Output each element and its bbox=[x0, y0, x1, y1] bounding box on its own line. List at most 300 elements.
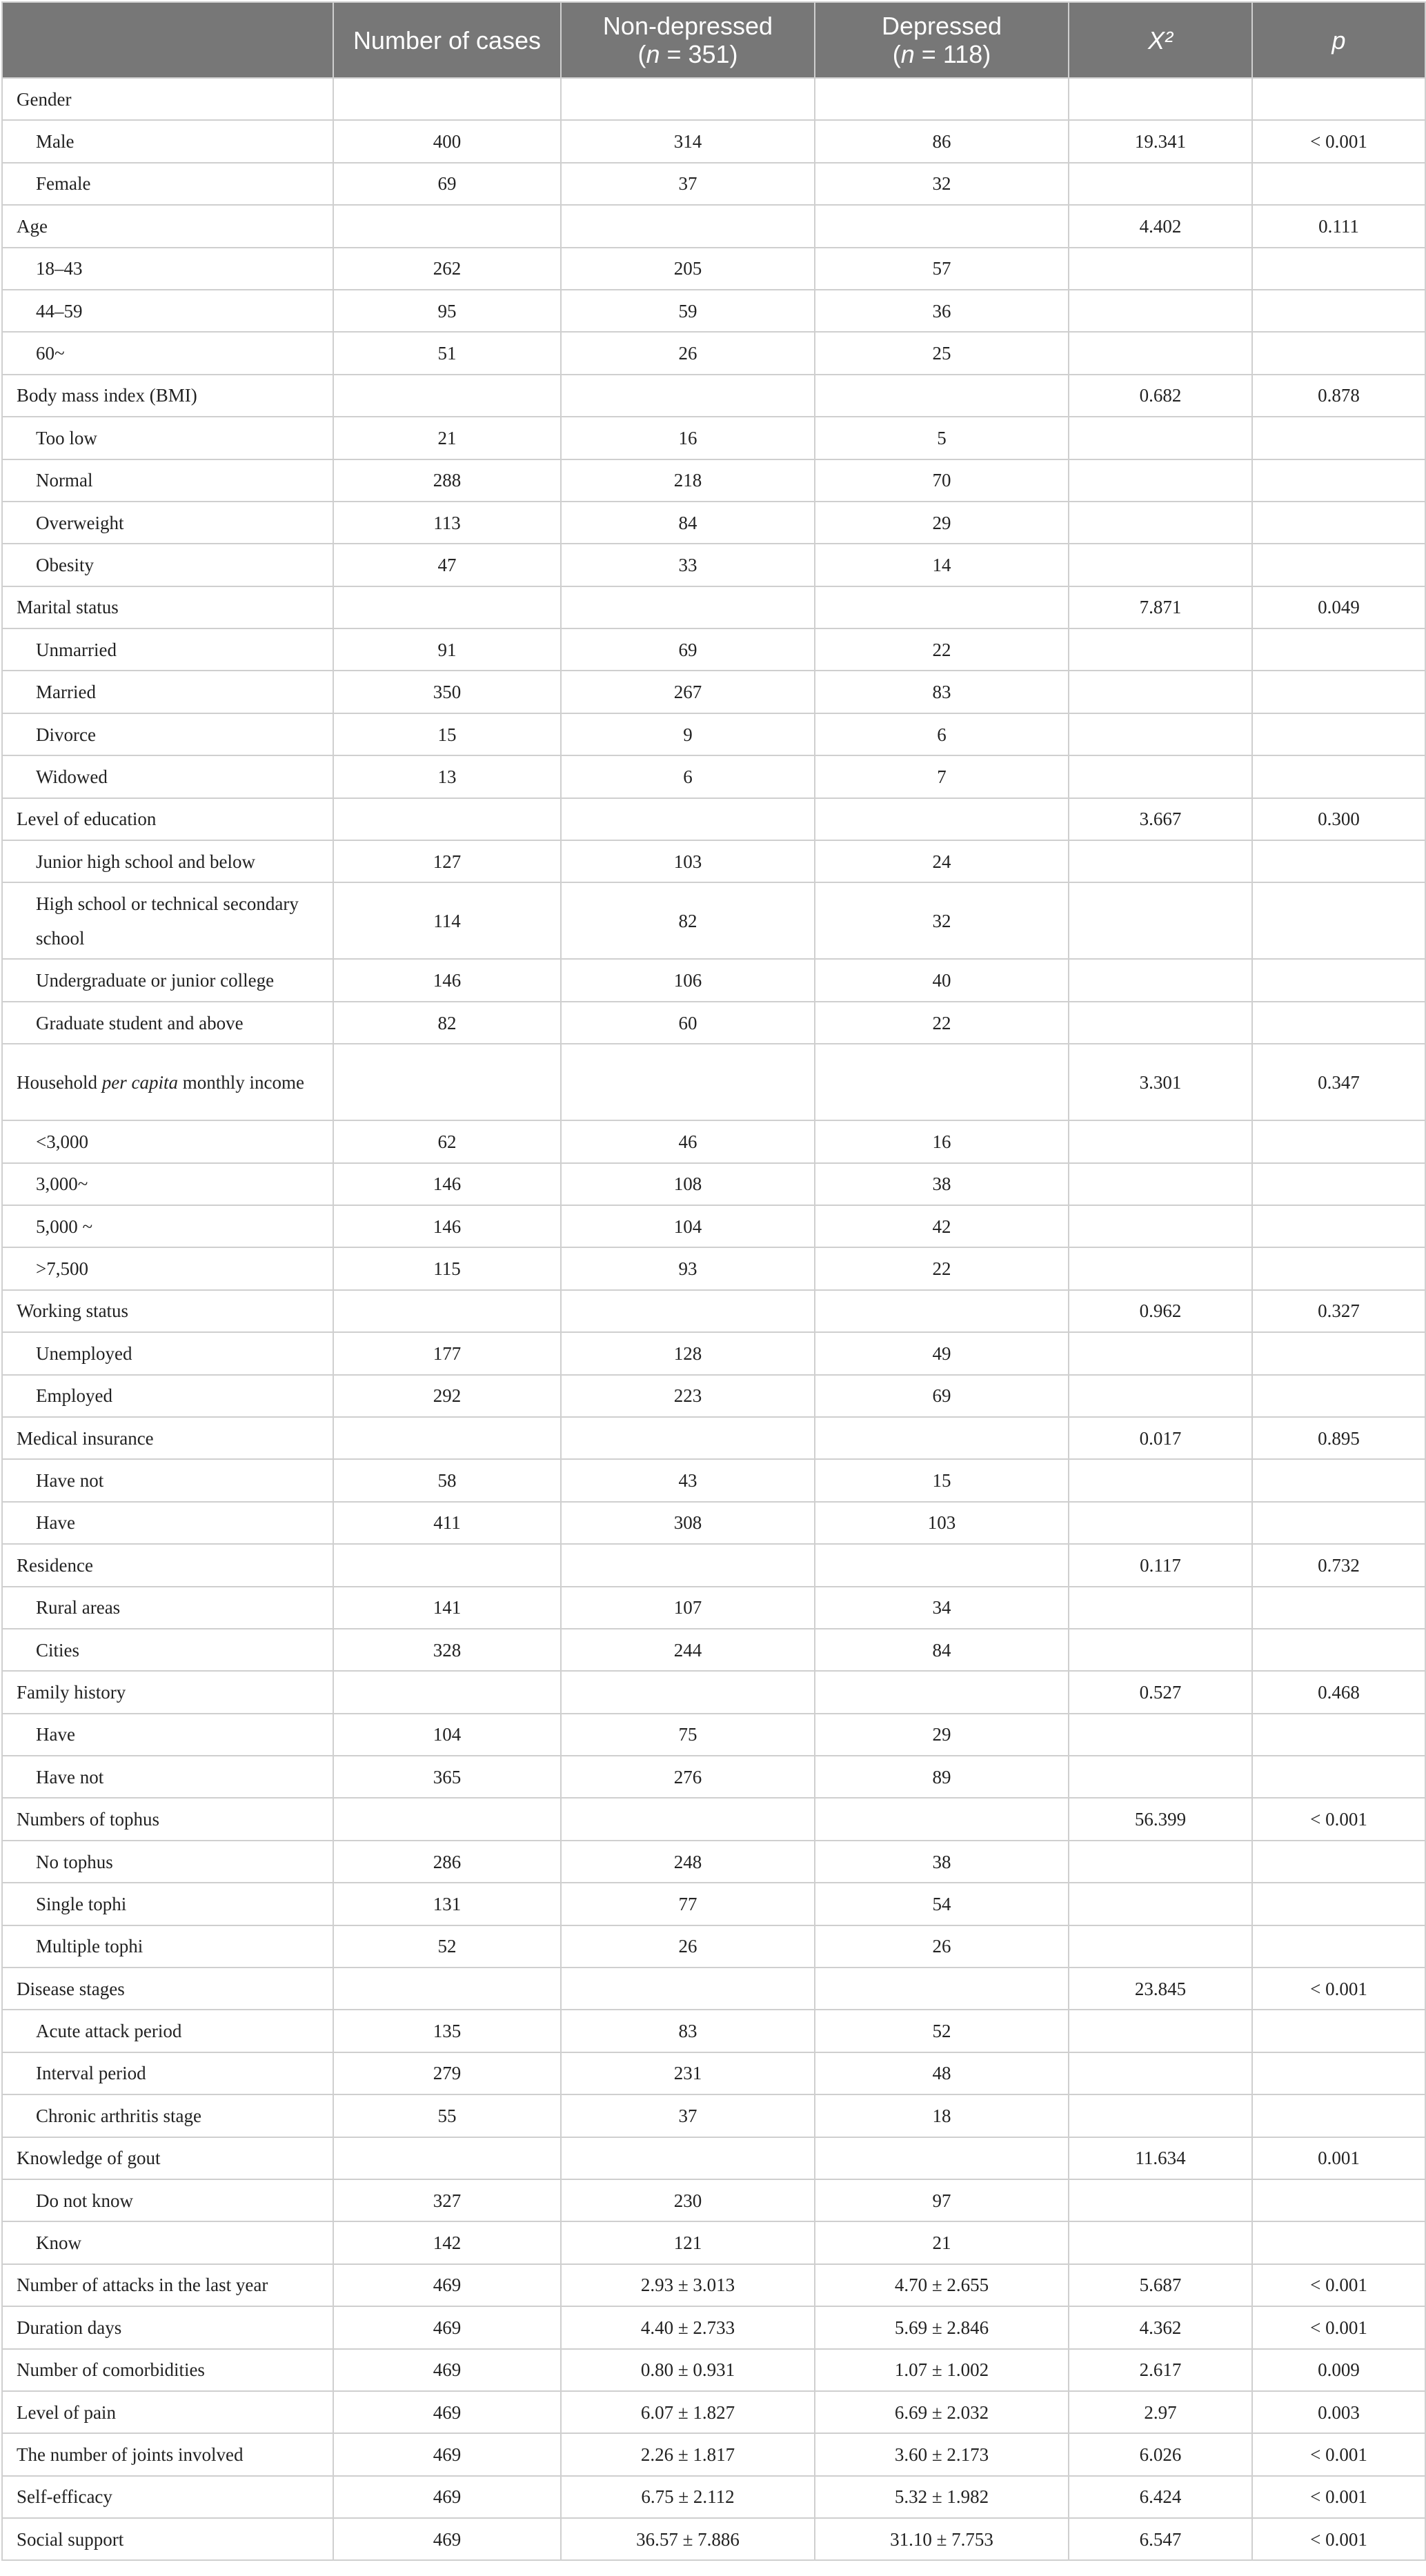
table-row-subcategory bbox=[2, 1756, 1425, 1798]
cell-chi-square bbox=[1069, 290, 1252, 332]
cell-depressed bbox=[815, 78, 1069, 120]
cell-p-value bbox=[1252, 1629, 1425, 1671]
cell-variable-label: Have bbox=[2, 1502, 333, 1544]
cell-chi-square bbox=[1069, 959, 1252, 1001]
table-row-subcategory bbox=[2, 1332, 1425, 1374]
cell-p-value bbox=[1252, 882, 1425, 959]
cell-non-depressed: 108 bbox=[561, 1163, 815, 1205]
cell-variable-label: Have not bbox=[2, 1756, 333, 1798]
table-row-category bbox=[2, 1290, 1425, 1332]
cell-p-value bbox=[1252, 2221, 1425, 2263]
cell-number-of-cases: 469 bbox=[333, 2433, 561, 2475]
cell-depressed: 70 bbox=[815, 459, 1069, 502]
table-row-subcategory bbox=[2, 1502, 1425, 1544]
cell-p-value bbox=[1252, 1459, 1425, 1501]
cell-depressed: 49 bbox=[815, 1332, 1069, 1374]
cell-depressed: 38 bbox=[815, 1841, 1069, 1883]
cell-number-of-cases: 262 bbox=[333, 248, 561, 290]
cell-p-value: < 0.001 bbox=[1252, 2433, 1425, 2475]
cell-number-of-cases: 411 bbox=[333, 1502, 561, 1544]
cell-number-of-cases: 286 bbox=[333, 1841, 561, 1883]
cell-variable-label: Unmarried bbox=[2, 628, 333, 671]
cell-chi-square bbox=[1069, 1925, 1252, 1968]
cell-variable-label: Know bbox=[2, 2221, 333, 2263]
cell-non-depressed: 26 bbox=[561, 332, 815, 374]
cell-non-depressed: 43 bbox=[561, 1459, 815, 1501]
cell-chi-square bbox=[1069, 332, 1252, 374]
cell-non-depressed: 93 bbox=[561, 1247, 815, 1289]
cell-p-value: 0.300 bbox=[1252, 798, 1425, 840]
cell-non-depressed: 77 bbox=[561, 1883, 815, 1925]
cell-variable-label: Have not bbox=[2, 1459, 333, 1501]
cell-number-of-cases bbox=[333, 1044, 561, 1120]
cell-chi-square bbox=[1069, 2094, 1252, 2137]
cell-non-depressed: 83 bbox=[561, 2010, 815, 2052]
cell-p-value: < 0.001 bbox=[1252, 120, 1425, 162]
table-row-subcategory bbox=[2, 959, 1425, 1001]
cell-depressed: 18 bbox=[815, 2094, 1069, 2137]
header-n-italic: n bbox=[646, 40, 660, 68]
cell-p-value bbox=[1252, 959, 1425, 1001]
table-row-subcategory bbox=[2, 882, 1425, 959]
label-part: monthly income bbox=[177, 1071, 304, 1093]
cell-chi-square bbox=[1069, 248, 1252, 290]
cell-chi-square: 7.871 bbox=[1069, 586, 1252, 628]
cell-number-of-cases: 58 bbox=[333, 1459, 561, 1501]
header-non-depressed-n: (n = 351) bbox=[637, 40, 738, 68]
table-row-category bbox=[2, 1417, 1425, 1459]
table-row-category bbox=[2, 586, 1425, 628]
cell-number-of-cases: 469 bbox=[333, 2306, 561, 2348]
header-chi-square-label: X² bbox=[1148, 26, 1173, 55]
cell-number-of-cases: 146 bbox=[333, 959, 561, 1001]
cell-non-depressed: 6.75 ± 2.112 bbox=[561, 2476, 815, 2518]
cell-p-value bbox=[1252, 1841, 1425, 1883]
cell-variable-label: Female bbox=[2, 163, 333, 205]
cell-chi-square bbox=[1069, 628, 1252, 671]
cell-variable-label: Normal bbox=[2, 459, 333, 502]
cell-chi-square: 3.301 bbox=[1069, 1044, 1252, 1120]
cell-p-value bbox=[1252, 1205, 1425, 1247]
table-row-subcategory bbox=[2, 671, 1425, 713]
cell-non-depressed: 248 bbox=[561, 1841, 815, 1883]
cell-chi-square bbox=[1069, 417, 1252, 459]
cell-number-of-cases bbox=[333, 2137, 561, 2179]
cell-depressed: 14 bbox=[815, 544, 1069, 586]
cell-chi-square bbox=[1069, 1163, 1252, 1205]
cell-variable-label: Marital status bbox=[2, 586, 333, 628]
table-row-subcategory bbox=[2, 1459, 1425, 1501]
cell-number-of-cases bbox=[333, 205, 561, 247]
cell-p-value bbox=[1252, 1332, 1425, 1374]
cell-p-value bbox=[1252, 1375, 1425, 1417]
cell-chi-square: 4.362 bbox=[1069, 2306, 1252, 2348]
cell-number-of-cases: 91 bbox=[333, 628, 561, 671]
cell-non-depressed bbox=[561, 1798, 815, 1840]
cell-number-of-cases bbox=[333, 1798, 561, 1840]
cell-non-depressed: 103 bbox=[561, 840, 815, 882]
table-row-category bbox=[2, 78, 1425, 120]
cell-depressed bbox=[815, 1968, 1069, 2010]
cell-depressed: 103 bbox=[815, 1502, 1069, 1544]
cell-variable-label: Level of pain bbox=[2, 2391, 333, 2433]
cell-chi-square bbox=[1069, 1756, 1252, 1798]
cell-variable-label: Divorce bbox=[2, 713, 333, 755]
cell-variable-label: Acute attack period bbox=[2, 2010, 333, 2052]
cell-non-depressed: 106 bbox=[561, 959, 815, 1001]
cell-number-of-cases bbox=[333, 1968, 561, 2010]
cell-non-depressed: 308 bbox=[561, 1502, 815, 1544]
cell-depressed: 26 bbox=[815, 1925, 1069, 1968]
table-row-category bbox=[2, 2137, 1425, 2179]
cell-p-value: < 0.001 bbox=[1252, 2476, 1425, 2518]
cell-number-of-cases: 127 bbox=[333, 840, 561, 882]
cell-number-of-cases: 288 bbox=[333, 459, 561, 502]
cell-depressed: 1.07 ± 1.002 bbox=[815, 2349, 1069, 2391]
table-row-category bbox=[2, 798, 1425, 840]
table-row-subcategory bbox=[2, 1205, 1425, 1247]
cell-variable-label: Knowledge of gout bbox=[2, 2137, 333, 2179]
table-row-category bbox=[2, 1044, 1425, 1120]
cell-variable-label: Level of education bbox=[2, 798, 333, 840]
cell-non-depressed bbox=[561, 1968, 815, 2010]
cell-number-of-cases: 47 bbox=[333, 544, 561, 586]
cell-depressed bbox=[815, 1417, 1069, 1459]
table-row-subcategory bbox=[2, 628, 1425, 671]
cell-variable-label: Junior high school and below bbox=[2, 840, 333, 882]
cell-depressed: 25 bbox=[815, 332, 1069, 374]
cell-number-of-cases: 95 bbox=[333, 290, 561, 332]
cell-depressed: 16 bbox=[815, 1120, 1069, 1162]
cell-non-depressed bbox=[561, 2137, 815, 2179]
table-row-category bbox=[2, 1798, 1425, 1840]
cell-non-depressed bbox=[561, 1290, 815, 1332]
cell-p-value bbox=[1252, 1587, 1425, 1629]
cell-variable-label: >7,500 bbox=[2, 1247, 333, 1289]
table-row-subcategory bbox=[2, 1587, 1425, 1629]
cell-variable-label: Overweight bbox=[2, 502, 333, 544]
header-depressed-n: (n = 118) bbox=[892, 40, 991, 68]
cell-chi-square bbox=[1069, 1714, 1252, 1756]
cell-number-of-cases bbox=[333, 78, 561, 120]
cell-chi-square: 4.402 bbox=[1069, 205, 1252, 247]
cell-number-of-cases: 104 bbox=[333, 1714, 561, 1756]
cell-non-depressed bbox=[561, 375, 815, 417]
cell-number-of-cases: 55 bbox=[333, 2094, 561, 2137]
cell-depressed: 29 bbox=[815, 502, 1069, 544]
cell-chi-square bbox=[1069, 1841, 1252, 1883]
cell-chi-square bbox=[1069, 163, 1252, 205]
cell-p-value bbox=[1252, 1247, 1425, 1289]
cell-chi-square: 0.527 bbox=[1069, 1671, 1252, 1713]
cell-variable-label: The number of joints involved bbox=[2, 2433, 333, 2475]
cell-depressed: 22 bbox=[815, 1002, 1069, 1044]
cell-chi-square bbox=[1069, 1332, 1252, 1374]
cell-variable-label: Body mass index (BMI) bbox=[2, 375, 333, 417]
cell-chi-square: 0.682 bbox=[1069, 375, 1252, 417]
cell-number-of-cases: 400 bbox=[333, 120, 561, 162]
cell-depressed: 31.10 ± 7.753 bbox=[815, 2518, 1069, 2560]
cell-chi-square: 0.017 bbox=[1069, 1417, 1252, 1459]
cell-depressed: 57 bbox=[815, 248, 1069, 290]
cell-chi-square: 56.399 bbox=[1069, 1798, 1252, 1840]
cell-variable-label: Cities bbox=[2, 1629, 333, 1671]
cell-depressed: 38 bbox=[815, 1163, 1069, 1205]
cell-depressed: 21 bbox=[815, 2221, 1069, 2263]
cell-number-of-cases: 114 bbox=[333, 882, 561, 959]
cell-non-depressed: 2.93 ± 3.013 bbox=[561, 2264, 815, 2306]
cell-non-depressed: 2.26 ± 1.817 bbox=[561, 2433, 815, 2475]
cell-variable-label: Chronic arthritis stage bbox=[2, 2094, 333, 2137]
cell-non-depressed: 33 bbox=[561, 544, 815, 586]
cell-number-of-cases: 51 bbox=[333, 332, 561, 374]
cell-number-of-cases bbox=[333, 1544, 561, 1586]
cell-depressed bbox=[815, 205, 1069, 247]
cell-number-of-cases: 82 bbox=[333, 1002, 561, 1044]
cell-non-depressed bbox=[561, 1544, 815, 1586]
cell-chi-square bbox=[1069, 1002, 1252, 1044]
cell-p-value bbox=[1252, 1714, 1425, 1756]
cell-depressed: 22 bbox=[815, 1247, 1069, 1289]
cell-chi-square bbox=[1069, 1629, 1252, 1671]
cell-chi-square: 2.617 bbox=[1069, 2349, 1252, 2391]
table-row-category bbox=[2, 2391, 1425, 2433]
cell-non-depressed: 104 bbox=[561, 1205, 815, 1247]
cell-p-value: < 0.001 bbox=[1252, 1968, 1425, 2010]
table-row-category bbox=[2, 2433, 1425, 2475]
cell-non-depressed bbox=[561, 205, 815, 247]
cell-variable-label: Single tophi bbox=[2, 1883, 333, 1925]
cell-non-depressed: 107 bbox=[561, 1587, 815, 1629]
cell-number-of-cases: 469 bbox=[333, 2518, 561, 2560]
cell-chi-square bbox=[1069, 755, 1252, 797]
cell-number-of-cases bbox=[333, 1290, 561, 1332]
cell-variable-label: Residence bbox=[2, 1544, 333, 1586]
cell-variable-label: Working status bbox=[2, 1290, 333, 1332]
table-row-subcategory bbox=[2, 1714, 1425, 1756]
cell-variable-label: <3,000 bbox=[2, 1120, 333, 1162]
label-part: Household bbox=[17, 1071, 102, 1093]
cell-p-value bbox=[1252, 163, 1425, 205]
cell-non-depressed: 231 bbox=[561, 2052, 815, 2094]
cell-variable-label: Have bbox=[2, 1714, 333, 1756]
cell-variable-label: Multiple tophi bbox=[2, 1925, 333, 1968]
data-table bbox=[1, 1, 1426, 2561]
cell-number-of-cases: 135 bbox=[333, 2010, 561, 2052]
table-row-subcategory bbox=[2, 755, 1425, 797]
cell-chi-square: 5.687 bbox=[1069, 2264, 1252, 2306]
cell-variable-label: No tophus bbox=[2, 1841, 333, 1883]
cell-non-depressed: 276 bbox=[561, 1756, 815, 1798]
cell-variable-label: Family history bbox=[2, 1671, 333, 1713]
cell-chi-square: 6.026 bbox=[1069, 2433, 1252, 2475]
table-row-subcategory bbox=[2, 2094, 1425, 2137]
cell-variable-label bbox=[2, 1044, 333, 1120]
cell-p-value bbox=[1252, 2052, 1425, 2094]
cell-non-depressed: 16 bbox=[561, 417, 815, 459]
cell-non-depressed: 37 bbox=[561, 163, 815, 205]
cell-depressed bbox=[815, 375, 1069, 417]
cell-depressed: 15 bbox=[815, 1459, 1069, 1501]
cell-p-value: 0.895 bbox=[1252, 1417, 1425, 1459]
table-row-subcategory bbox=[2, 840, 1425, 882]
cell-variable-label: 44–59 bbox=[2, 290, 333, 332]
cell-chi-square: 6.424 bbox=[1069, 2476, 1252, 2518]
cell-non-depressed: 6.07 ± 1.827 bbox=[561, 2391, 815, 2433]
cell-chi-square bbox=[1069, 1247, 1252, 1289]
cell-depressed: 34 bbox=[815, 1587, 1069, 1629]
cell-p-value bbox=[1252, 755, 1425, 797]
label-italic-part: per capita bbox=[101, 1071, 178, 1093]
cell-variable-label: Interval period bbox=[2, 2052, 333, 2094]
cell-non-depressed: 128 bbox=[561, 1332, 815, 1374]
table-row-category bbox=[2, 2476, 1425, 2518]
cell-non-depressed: 46 bbox=[561, 1120, 815, 1162]
cell-p-value: < 0.001 bbox=[1252, 2264, 1425, 2306]
cell-depressed: 5 bbox=[815, 417, 1069, 459]
table-row-category bbox=[2, 205, 1425, 247]
cell-non-depressed: 6 bbox=[561, 755, 815, 797]
cell-non-depressed: 69 bbox=[561, 628, 815, 671]
cell-depressed: 32 bbox=[815, 163, 1069, 205]
cell-depressed: 97 bbox=[815, 2179, 1069, 2221]
cell-chi-square bbox=[1069, 78, 1252, 120]
cell-variable-label: Medical insurance bbox=[2, 1417, 333, 1459]
table-row-subcategory bbox=[2, 1002, 1425, 1044]
cell-chi-square bbox=[1069, 671, 1252, 713]
table-row-category bbox=[2, 2306, 1425, 2348]
cell-number-of-cases: 328 bbox=[333, 1629, 561, 1671]
cell-p-value bbox=[1252, 332, 1425, 374]
header-row bbox=[2, 2, 1425, 78]
cell-non-depressed bbox=[561, 586, 815, 628]
cell-p-value bbox=[1252, 1502, 1425, 1544]
table-row-subcategory bbox=[2, 544, 1425, 586]
cell-variable-label: Numbers of tophus bbox=[2, 1798, 333, 1840]
cell-number-of-cases: 469 bbox=[333, 2391, 561, 2433]
cell-p-value bbox=[1252, 78, 1425, 120]
cell-non-depressed bbox=[561, 1671, 815, 1713]
table-row-category bbox=[2, 2349, 1425, 2391]
table-row-subcategory bbox=[2, 2221, 1425, 2263]
header-cell-non-depressed bbox=[561, 2, 815, 78]
cell-non-depressed: 121 bbox=[561, 2221, 815, 2263]
cell-depressed: 7 bbox=[815, 755, 1069, 797]
cell-depressed: 54 bbox=[815, 1883, 1069, 1925]
cell-number-of-cases: 141 bbox=[333, 1587, 561, 1629]
cell-variable-label: Graduate student and above bbox=[2, 1002, 333, 1044]
cell-chi-square bbox=[1069, 2010, 1252, 2052]
cell-number-of-cases: 62 bbox=[333, 1120, 561, 1162]
header-n-italic: n bbox=[900, 40, 915, 68]
cell-chi-square bbox=[1069, 544, 1252, 586]
cell-non-depressed: 75 bbox=[561, 1714, 815, 1756]
cell-p-value bbox=[1252, 1925, 1425, 1968]
cell-chi-square bbox=[1069, 1883, 1252, 1925]
cell-p-value bbox=[1252, 544, 1425, 586]
table-row-subcategory bbox=[2, 1247, 1425, 1289]
cell-number-of-cases: 52 bbox=[333, 1925, 561, 1968]
table-row-subcategory bbox=[2, 1120, 1425, 1162]
cell-non-depressed: 205 bbox=[561, 248, 815, 290]
cell-p-value bbox=[1252, 1163, 1425, 1205]
cell-variable-label: 18–43 bbox=[2, 248, 333, 290]
cell-depressed: 24 bbox=[815, 840, 1069, 882]
cell-non-depressed: 82 bbox=[561, 882, 815, 959]
cell-depressed: 6 bbox=[815, 713, 1069, 755]
table-row-subcategory bbox=[2, 120, 1425, 162]
cell-number-of-cases: 469 bbox=[333, 2476, 561, 2518]
table-row-subcategory bbox=[2, 2179, 1425, 2221]
cell-depressed bbox=[815, 1044, 1069, 1120]
cell-number-of-cases: 21 bbox=[333, 417, 561, 459]
cell-p-value bbox=[1252, 248, 1425, 290]
cell-number-of-cases bbox=[333, 1417, 561, 1459]
header-cell-p-value bbox=[1252, 2, 1425, 78]
cell-variable-label: Social support bbox=[2, 2518, 333, 2560]
cell-number-of-cases: 177 bbox=[333, 1332, 561, 1374]
cell-variable-label: Age bbox=[2, 205, 333, 247]
cell-p-value bbox=[1252, 2179, 1425, 2221]
table-row-subcategory bbox=[2, 1163, 1425, 1205]
cell-p-value bbox=[1252, 713, 1425, 755]
table-row-category bbox=[2, 1968, 1425, 2010]
table-row-subcategory bbox=[2, 1925, 1425, 1968]
cell-depressed: 69 bbox=[815, 1375, 1069, 1417]
cell-non-depressed: 230 bbox=[561, 2179, 815, 2221]
cell-chi-square bbox=[1069, 1205, 1252, 1247]
cell-variable-label: High school or technical secondary school bbox=[2, 882, 333, 959]
cell-non-depressed bbox=[561, 1417, 815, 1459]
cell-depressed: 22 bbox=[815, 628, 1069, 671]
header-cell-variable bbox=[2, 2, 333, 78]
cell-p-value bbox=[1252, 417, 1425, 459]
cell-chi-square bbox=[1069, 1375, 1252, 1417]
cell-chi-square: 11.634 bbox=[1069, 2137, 1252, 2179]
cell-p-value: 0.003 bbox=[1252, 2391, 1425, 2433]
cell-variable-label: Too low bbox=[2, 417, 333, 459]
header-cell-depressed bbox=[815, 2, 1069, 78]
cell-variable-label: Widowed bbox=[2, 755, 333, 797]
table-body bbox=[2, 78, 1425, 2560]
cell-depressed bbox=[815, 1544, 1069, 1586]
cell-p-value bbox=[1252, 290, 1425, 332]
cell-p-value: 0.327 bbox=[1252, 1290, 1425, 1332]
cell-non-depressed: 223 bbox=[561, 1375, 815, 1417]
cell-number-of-cases: 292 bbox=[333, 1375, 561, 1417]
cell-depressed: 5.32 ± 1.982 bbox=[815, 2476, 1069, 2518]
table-row-subcategory bbox=[2, 1375, 1425, 1417]
table-row-subcategory bbox=[2, 1841, 1425, 1883]
cell-non-depressed: 314 bbox=[561, 120, 815, 162]
cell-depressed bbox=[815, 586, 1069, 628]
table-row-subcategory bbox=[2, 417, 1425, 459]
cell-p-value bbox=[1252, 1756, 1425, 1798]
cell-chi-square bbox=[1069, 1120, 1252, 1162]
cell-number-of-cases: 142 bbox=[333, 2221, 561, 2263]
cell-p-value bbox=[1252, 2094, 1425, 2137]
cell-depressed bbox=[815, 2137, 1069, 2179]
cell-p-value: 0.732 bbox=[1252, 1544, 1425, 1586]
cell-p-value bbox=[1252, 1002, 1425, 1044]
cell-variable-label: Unemployed bbox=[2, 1332, 333, 1374]
table-row-category bbox=[2, 1544, 1425, 1586]
cell-variable-label: Married bbox=[2, 671, 333, 713]
cell-depressed: 89 bbox=[815, 1756, 1069, 1798]
cell-p-value: 0.009 bbox=[1252, 2349, 1425, 2391]
cell-p-value: 0.347 bbox=[1252, 1044, 1425, 1120]
cell-non-depressed: 9 bbox=[561, 713, 815, 755]
